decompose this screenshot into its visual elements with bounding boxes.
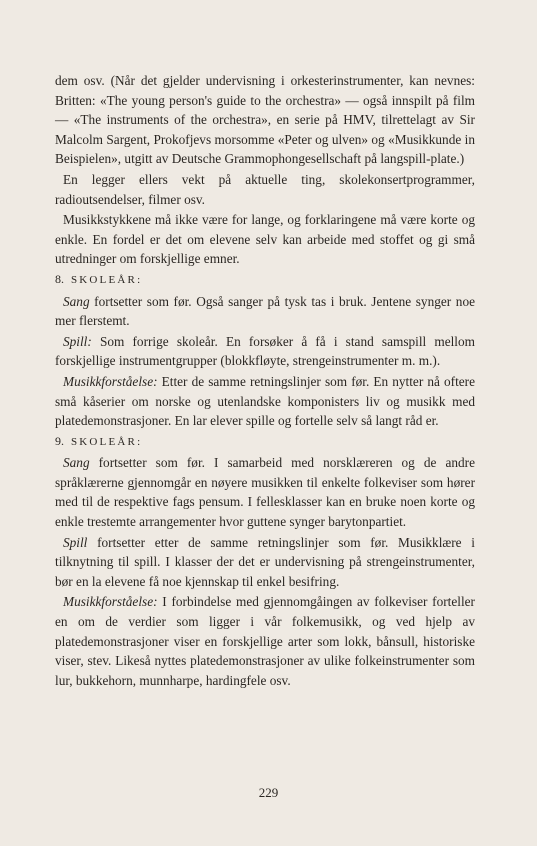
paragraph-spill [55, 533, 475, 592]
paragraph-text: fortsetter som før. I samarbeid med norsklæreren og de andre språklærerne gjennomgår en nøyere musikken til enkelte folkeviser som hører med til de respektive fags pensum. I fellesklasser kan en bruke noen korte og enkle trestemte arrangementer hvor guttene synger barytonpartiet. [55, 455, 475, 530]
run-in-label: Spill: [63, 333, 92, 349]
run-in-label: Spill [63, 534, 88, 550]
paragraph-sang [55, 453, 475, 531]
section-title: SKOLEÅR: [70, 435, 143, 448]
section-number: 8. [55, 271, 64, 286]
body-text [55, 71, 475, 691]
paragraph-text: fortsetter etter de samme retningslinjer som før. Musikklære i tilknytning til spill. I klasser der det er undervisning på strengeinstrumenter, bør en la elevene få noe kjennskap til enkel besifring. [55, 534, 475, 589]
run-in-label: Musikkforståelse: [63, 594, 158, 610]
paragraph: En legger ellers vekt på aktuelle ting, skolekonsertprogrammer, radioutsendelser, filmer osv. [55, 171, 475, 207]
section-number: 9. [55, 433, 64, 448]
section-heading-9 [55, 432, 475, 453]
run-in-label: Sang [63, 455, 90, 471]
paragraph-sang [55, 292, 475, 331]
run-in-label: Musikkforståelse: [63, 373, 158, 389]
paragraph-spill [55, 332, 475, 371]
paragraph-musikkforstaelse [55, 372, 475, 431]
paragraph-text: fortsetter som før. Også sanger på tysk tas i bruk. Jentene synger noe mer flerstemt. [55, 293, 475, 329]
paragraph-text: Etter de samme retningslinjer som før. En nytter nå oftere små kåserier om norske og utenlandske komponisters liv og musikk med platedemonstrasjoner. En lar elever spille og fortelle selv så langt råd er. [55, 373, 475, 429]
run-in-label: Sang [63, 293, 90, 309]
section-heading-8 [55, 270, 475, 291]
paragraph: dem osv. (Når det gjelder undervisning i orkesterinstrumenter, kan nevnes: Britten: «The young person's guide to the orchestra» — også innspilt på film — «The instruments of the orchestra», en serie på HMV, tilrettelagt av Sir Malcolm Sargent, Prokofjevs morsomme «Peter og ulven» og «Musikkunde in Beispielen», utgitt av Deutsche Grammophongesellschaft på langspill-plate.) [55, 73, 475, 167]
paragraph-text: Som forrige skoleår. En forsøker å få i stand samspill mellom forskjellige instrumentgrupper (blokkfløyte, strengeinstrumenter m. m.). [55, 333, 475, 369]
paragraph-text: I forbindelse med gjennomgåingen av folkeviser forteller en om de verdier som ligger i vår folkemusikk, og ved hjelp av platedemonstrasjoner viser en forskjellige arter som lokk, bånsull, historiske viser, stev. Likeså nyttes platedemonstrasjoner av ulike folkeinstrumenter som lur, bukkehorn, munnharpe, hardingfele osv. [55, 594, 475, 688]
page-number: 229 [258, 785, 279, 800]
paragraph-musikkforstaelse [55, 592, 475, 690]
paragraph: Musikkstykkene må ikke være for lange, og forklaringene må være korte og enkle. En fordel er det om elevene selv kan arbeide med stoffet og gi små utredninger om forskjellige emner. [55, 212, 475, 267]
section-title: SKOLEÅR: [70, 273, 143, 286]
